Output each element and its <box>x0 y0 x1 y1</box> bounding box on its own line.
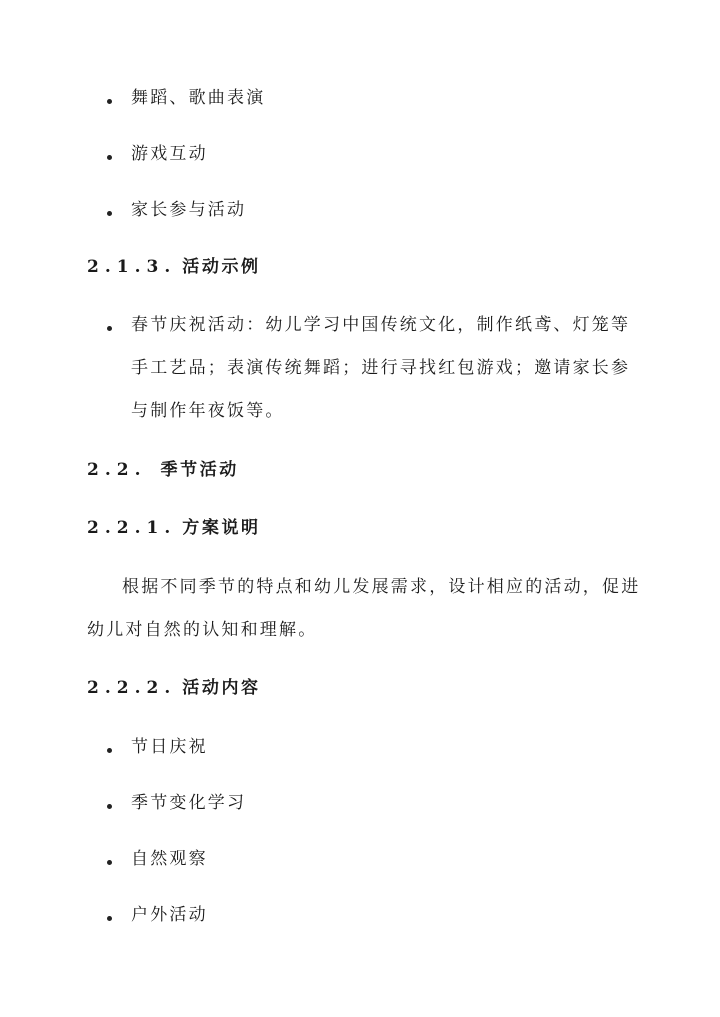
paragraph-line: 幼儿对自然的认知和理解。 <box>87 620 318 640</box>
bullet-dot <box>107 916 112 921</box>
section-number: 2.2.1. <box>87 518 177 538</box>
bullet-dot <box>107 860 112 865</box>
bullet-dot <box>107 211 112 216</box>
bullet-dot <box>107 155 112 160</box>
section-heading-2-1-3 <box>87 255 261 279</box>
paragraph-line: 根据不同季节的特点和幼儿发展需求，设计相应的活动，促进 <box>122 577 641 597</box>
list-item: 节日庆祝 <box>131 737 208 757</box>
bullet-dot <box>107 326 112 331</box>
list-item: 家长参与活动 <box>131 200 247 220</box>
bullet-dot <box>107 99 112 104</box>
section-title: 活动内容 <box>182 678 261 698</box>
bullet-dot <box>107 748 112 753</box>
section-title: 季节活动 <box>160 460 239 480</box>
section-title: 活动示例 <box>182 257 261 277</box>
section-number: 2.2.2. <box>87 678 177 698</box>
example-line: 与制作年夜饭等。 <box>131 401 285 421</box>
list-item: 舞蹈、歌曲表演 <box>131 88 266 108</box>
section-title: 方案说明 <box>182 518 261 538</box>
list-item: 户外活动 <box>131 905 208 925</box>
list-item: 季节变化学习 <box>131 793 247 813</box>
section-number: 2.1.3. <box>87 257 177 277</box>
section-number: 2.2. <box>87 460 147 480</box>
section-heading-2-2-1 <box>87 516 261 540</box>
example-line: 春节庆祝活动：幼儿学习中国传统文化，制作纸鸢、灯笼等 <box>131 315 631 335</box>
section-heading-2-2 <box>87 458 239 482</box>
list-item: 游戏互动 <box>131 144 208 164</box>
list-item: 自然观察 <box>131 849 208 869</box>
bullet-dot <box>107 804 112 809</box>
example-line: 手工艺品；表演传统舞蹈；进行寻找红包游戏；邀请家长参 <box>131 358 631 378</box>
section-heading-2-2-2 <box>87 676 261 700</box>
